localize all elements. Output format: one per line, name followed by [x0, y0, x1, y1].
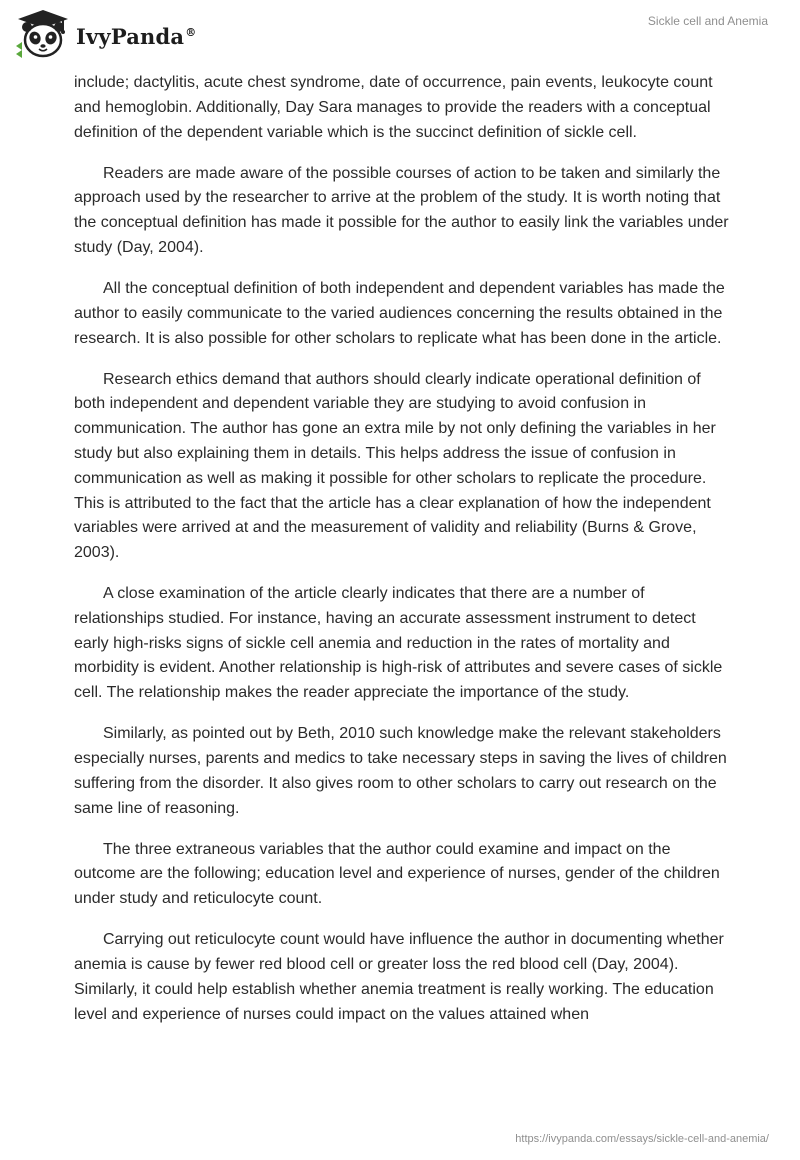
page-header [0, 0, 800, 70]
paragraph-3: All the conceptual definition of both independent and dependent variables has made the author to easily communicate to the varied audiences concerning the results obtained in the research. It is also possible for other scholars to replicate what has been done in the article. [74, 279, 725, 347]
document-title: Sickle cell and Anemia [647, 14, 768, 28]
brand-name [76, 24, 196, 49]
ivypanda-logo-link[interactable] [14, 8, 196, 60]
paragraph-4: Research ethics demand that authors should clearly indicate operational definition of both independent and dependent variable they are studying to avoid confusion in communication. The author has gone an extra mile by not only defining the variables in her study but also explaining them in details. This helps address the issue of confusion in communication as well as making it possible for other scholars to replicate the procedure. This is attributed to the fact that the article has a clear explanation of how the independent variables were arrived at and the measurement of validity and reliability (Burns & Grove, 2003). [74, 370, 716, 562]
brand-text: IvyPanda [76, 23, 185, 49]
paragraph-7: The three extraneous variables that the author could examine and impact on the outcome are the following; education level and experience of nurses, gender of the children under study and reticulocyte count. [74, 840, 720, 908]
panda-graduate-icon [14, 8, 72, 60]
paragraph-2: Readers are made aware of the possible courses of action to be taken and similarly the approach used by the researcher to arrive at the problem of the study. It is worth noting that the conceptual definition has made it possible for the author to easily link the variables under study (Day, 2004). [74, 164, 729, 256]
paragraph-8: Carrying out reticulocyte count would have influence the author in documenting whether anemia is cause by fewer red blood cell or greater loss the red blood cell (Day, 2004). Similarly, it could help establish whether anemia treatment is really working. The education level and experience of nurses could impact on the values attained when [74, 931, 724, 1023]
essay-body [74, 71, 734, 1044]
registered-mark: ® [185, 25, 197, 39]
paragraph-5: A close examination of the article clearly indicates that there are a number of relationships studied. For instance, having an accurate assessment instrument to detect early high-risks signs of sickle cell anemia and reduction in the rates of mortality and morbidity is evident. Another relationship is high-risk of attributes and severe cases of sickle cell. The relationship makes the reader appreciate the importance of the study. [74, 585, 723, 702]
paragraph-6: Similarly, as pointed out by Beth, 2010 such knowledge make the relevant stakeholders especially nurses, parents and medics to take necessary steps in saving the lives of children suffering from the disorder. It also gives room to other scholars to carry out research on the same line of reasoning. [74, 725, 727, 817]
source-url: https://ivypanda.com/essays/sickle-cell-and-anemia/ [515, 1133, 769, 1145]
paragraph-1: include; dactylitis, acute chest syndrome, date of occurrence, pain events, leukocyte count and hemoglobin. Additionally, Day Sara manages to provide the readers with a conceptual definition of the dependent variable which is the succinct definition of sickle cell. [74, 74, 713, 141]
